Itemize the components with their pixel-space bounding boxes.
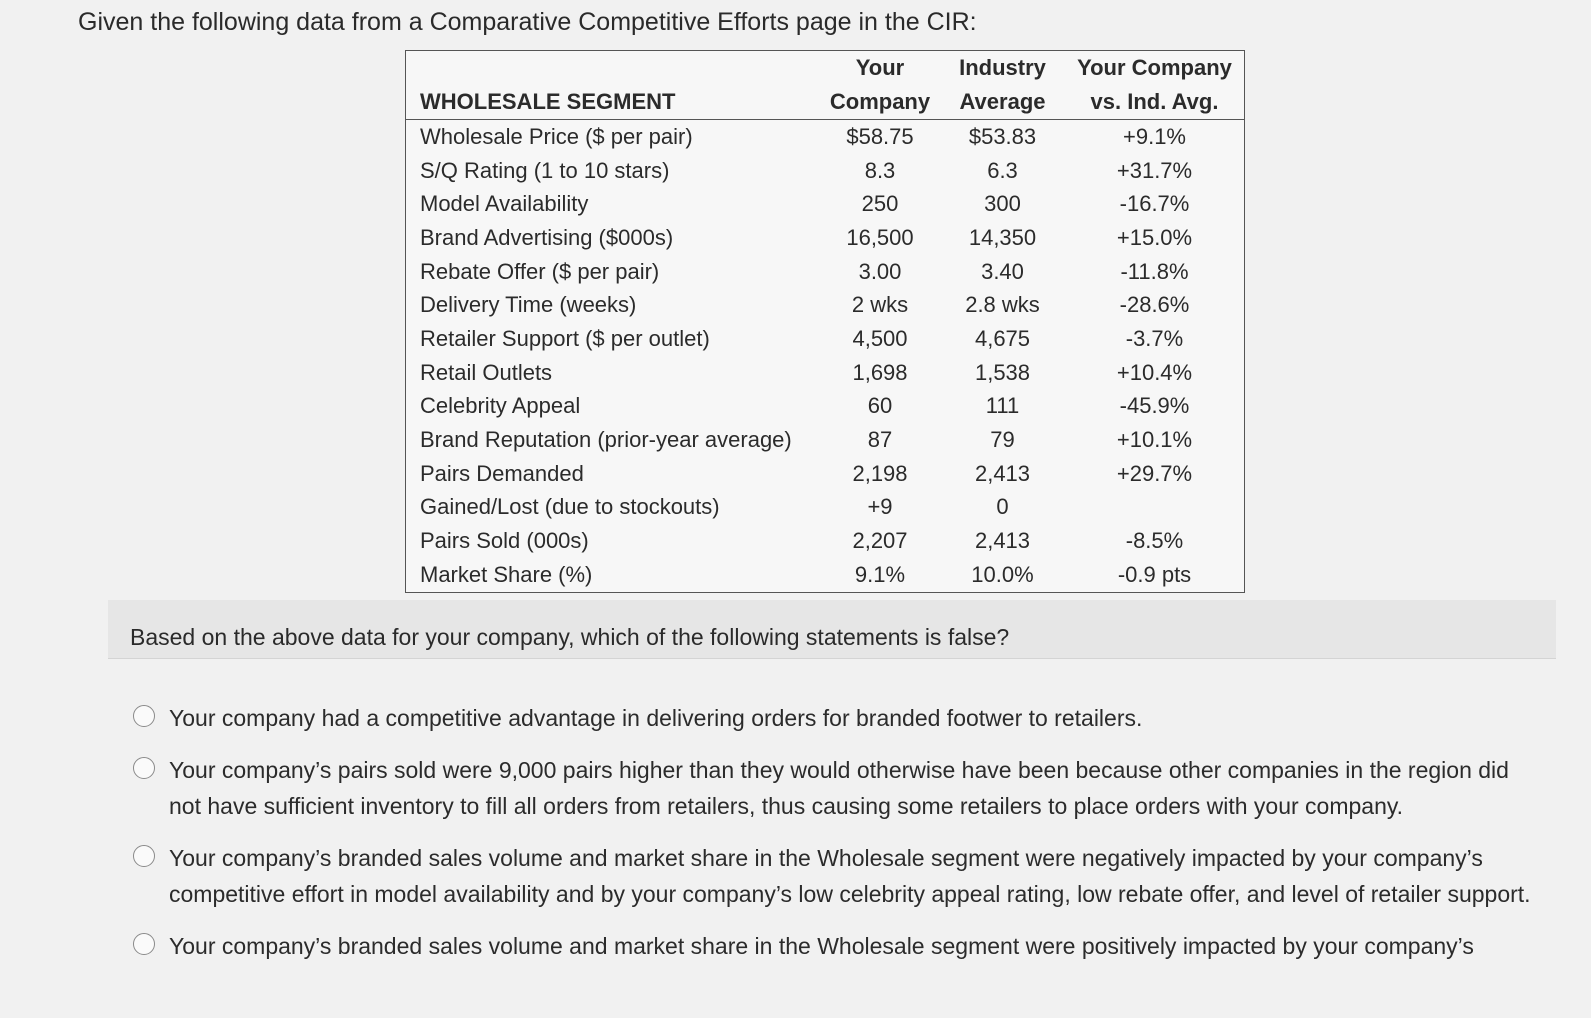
row-your-company: 1,698 [852,359,908,385]
answer-option[interactable] [133,700,1533,736]
row-label: Rebate Offer ($ per pair) [420,258,660,284]
row-vs-industry: -11.8% [1120,258,1189,284]
header-vs-line1: Your Company [1077,55,1232,80]
row-vs-industry: -8.5% [1125,528,1184,554]
table-row [406,457,1244,491]
row-label: Retailer Support ($ per outlet) [420,325,710,351]
row-your-company: 250 [861,191,899,217]
table-body [406,120,1244,592]
row-vs-industry: +15.0% [1116,224,1193,250]
row-vs-industry: -0.9 pts [1117,561,1192,587]
row-label: Gained/Lost (due to stockouts) [420,494,720,520]
table-row [406,120,1244,154]
table-row [406,558,1244,592]
row-your-company: 2,207 [852,528,908,554]
table-row [406,154,1244,188]
row-your-company: 9.1% [854,561,906,587]
table-row [406,288,1244,322]
header-segment: WHOLESALE SEGMENT [420,89,676,114]
row-vs-industry: -3.7% [1125,325,1184,351]
intro-text: Given the following data from a Comparative Competitive Efforts page in the CIR: [78,8,977,36]
table-row [406,491,1244,525]
row-label: Brand Reputation (prior-year average) [420,427,792,453]
answer-option[interactable] [133,840,1533,912]
row-your-company: +9 [867,494,893,520]
radio-button[interactable] [133,933,155,955]
row-your-company: 87 [867,427,893,453]
cir-data-table [405,50,1245,593]
row-your-company: 4,500 [852,325,908,351]
answer-option-text[interactable]: Your company’s branded sales volume and market share in the Wholesale segment were negatively impacted by your company’s competitive effort in model availability and by your company’s low celebrity appeal rating, low rebate offer, and level of retailer support. [169,845,1531,907]
header-industry-average [940,51,1065,120]
row-label: S/Q Rating (1 to 10 stars) [420,157,670,183]
row-vs-industry: +29.7% [1116,460,1193,486]
row-your-company: 3.00 [858,258,902,284]
row-label: Retail Outlets [420,359,553,385]
radio-button[interactable] [133,757,155,779]
table-row [406,255,1244,289]
header-vs-line2: vs. Ind. Avg. [1090,89,1219,114]
row-vs-industry: +31.7% [1116,157,1193,183]
row-industry-average: 111 [985,393,1020,419]
row-industry-average: 300 [984,191,1021,217]
header-your-company [820,51,940,120]
row-industry-average: 0 [996,494,1009,520]
row-your-company: $58.75 [846,123,914,149]
row-industry-average: 14,350 [968,224,1037,250]
answer-option-text[interactable]: Your company’s branded sales volume and market share in the Wholesale segment were positively impacted by your company’s [169,933,1474,959]
row-industry-average: 2,413 [974,460,1031,486]
table-row [406,390,1244,424]
table-row [406,221,1244,255]
row-your-company: 2 wks [851,292,909,318]
row-industry-average: 10.0% [971,561,1034,587]
radio-button[interactable] [133,705,155,727]
row-vs-industry: -28.6% [1119,292,1190,318]
header-industry-line1: Industry [959,55,1046,80]
answer-option[interactable] [133,928,1533,964]
header-your-company-line2: Company [829,89,931,114]
answer-option-text[interactable]: Your company’s pairs sold were 9,000 pairs higher than they would otherwise have been because other companies in the region did not have sufficient inventory to fill all orders from retailers, thus causing some retailers to place orders with your company. [169,757,1509,819]
row-industry-average: 79 [990,427,1015,453]
row-your-company: 16,500 [846,224,914,250]
header-vs-industry [1065,51,1244,120]
row-vs-industry: -45.9% [1119,393,1190,419]
table-header-row [406,51,1244,120]
row-vs-industry: -16.7% [1119,191,1190,217]
row-vs-industry: +10.4% [1116,359,1193,385]
row-label: Pairs Sold (000s) [420,528,589,554]
row-vs-industry: +10.1% [1116,427,1193,453]
row-label: Celebrity Appeal [420,393,581,419]
row-industry-average: 3.40 [981,258,1024,284]
table-row [406,423,1244,457]
row-label: Delivery Time (weeks) [420,292,637,318]
row-your-company: 60 [867,393,893,419]
row-label: Wholesale Price ($ per pair) [420,123,693,149]
row-industry-average: 6.3 [987,157,1018,183]
row-your-company: 8.3 [864,157,896,183]
row-label: Pairs Demanded [420,460,584,486]
row-label: Brand Advertising ($000s) [420,224,674,250]
question-text: Based on the above data for your company, which of the following statements is false? [130,624,1010,650]
row-industry-average: 1,538 [974,359,1031,385]
table-row [406,187,1244,221]
answer-option[interactable] [133,752,1533,824]
answer-options [133,700,1533,980]
row-vs-industry [1065,491,1244,525]
question-band [108,600,1556,659]
row-label: Model Availability [420,191,589,217]
header-industry-line2: Average [959,89,1046,114]
answer-option-text[interactable]: Your company had a competitive advantage in delivering orders for branded footwer to retailers. [169,705,1143,731]
header-your-company-line1: Your [855,55,905,80]
row-industry-average: $53.83 [968,123,1037,149]
radio-button[interactable] [133,845,155,867]
row-label: Market Share (%) [420,561,593,587]
table-row [406,524,1244,558]
row-industry-average: 2,413 [974,528,1031,554]
row-your-company: 2,198 [852,460,908,486]
row-industry-average: 2.8 wks [965,292,1040,318]
row-industry-average: 4,675 [974,325,1031,351]
table-row [406,322,1244,356]
row-vs-industry: +9.1% [1123,123,1186,149]
table-row [406,356,1244,390]
